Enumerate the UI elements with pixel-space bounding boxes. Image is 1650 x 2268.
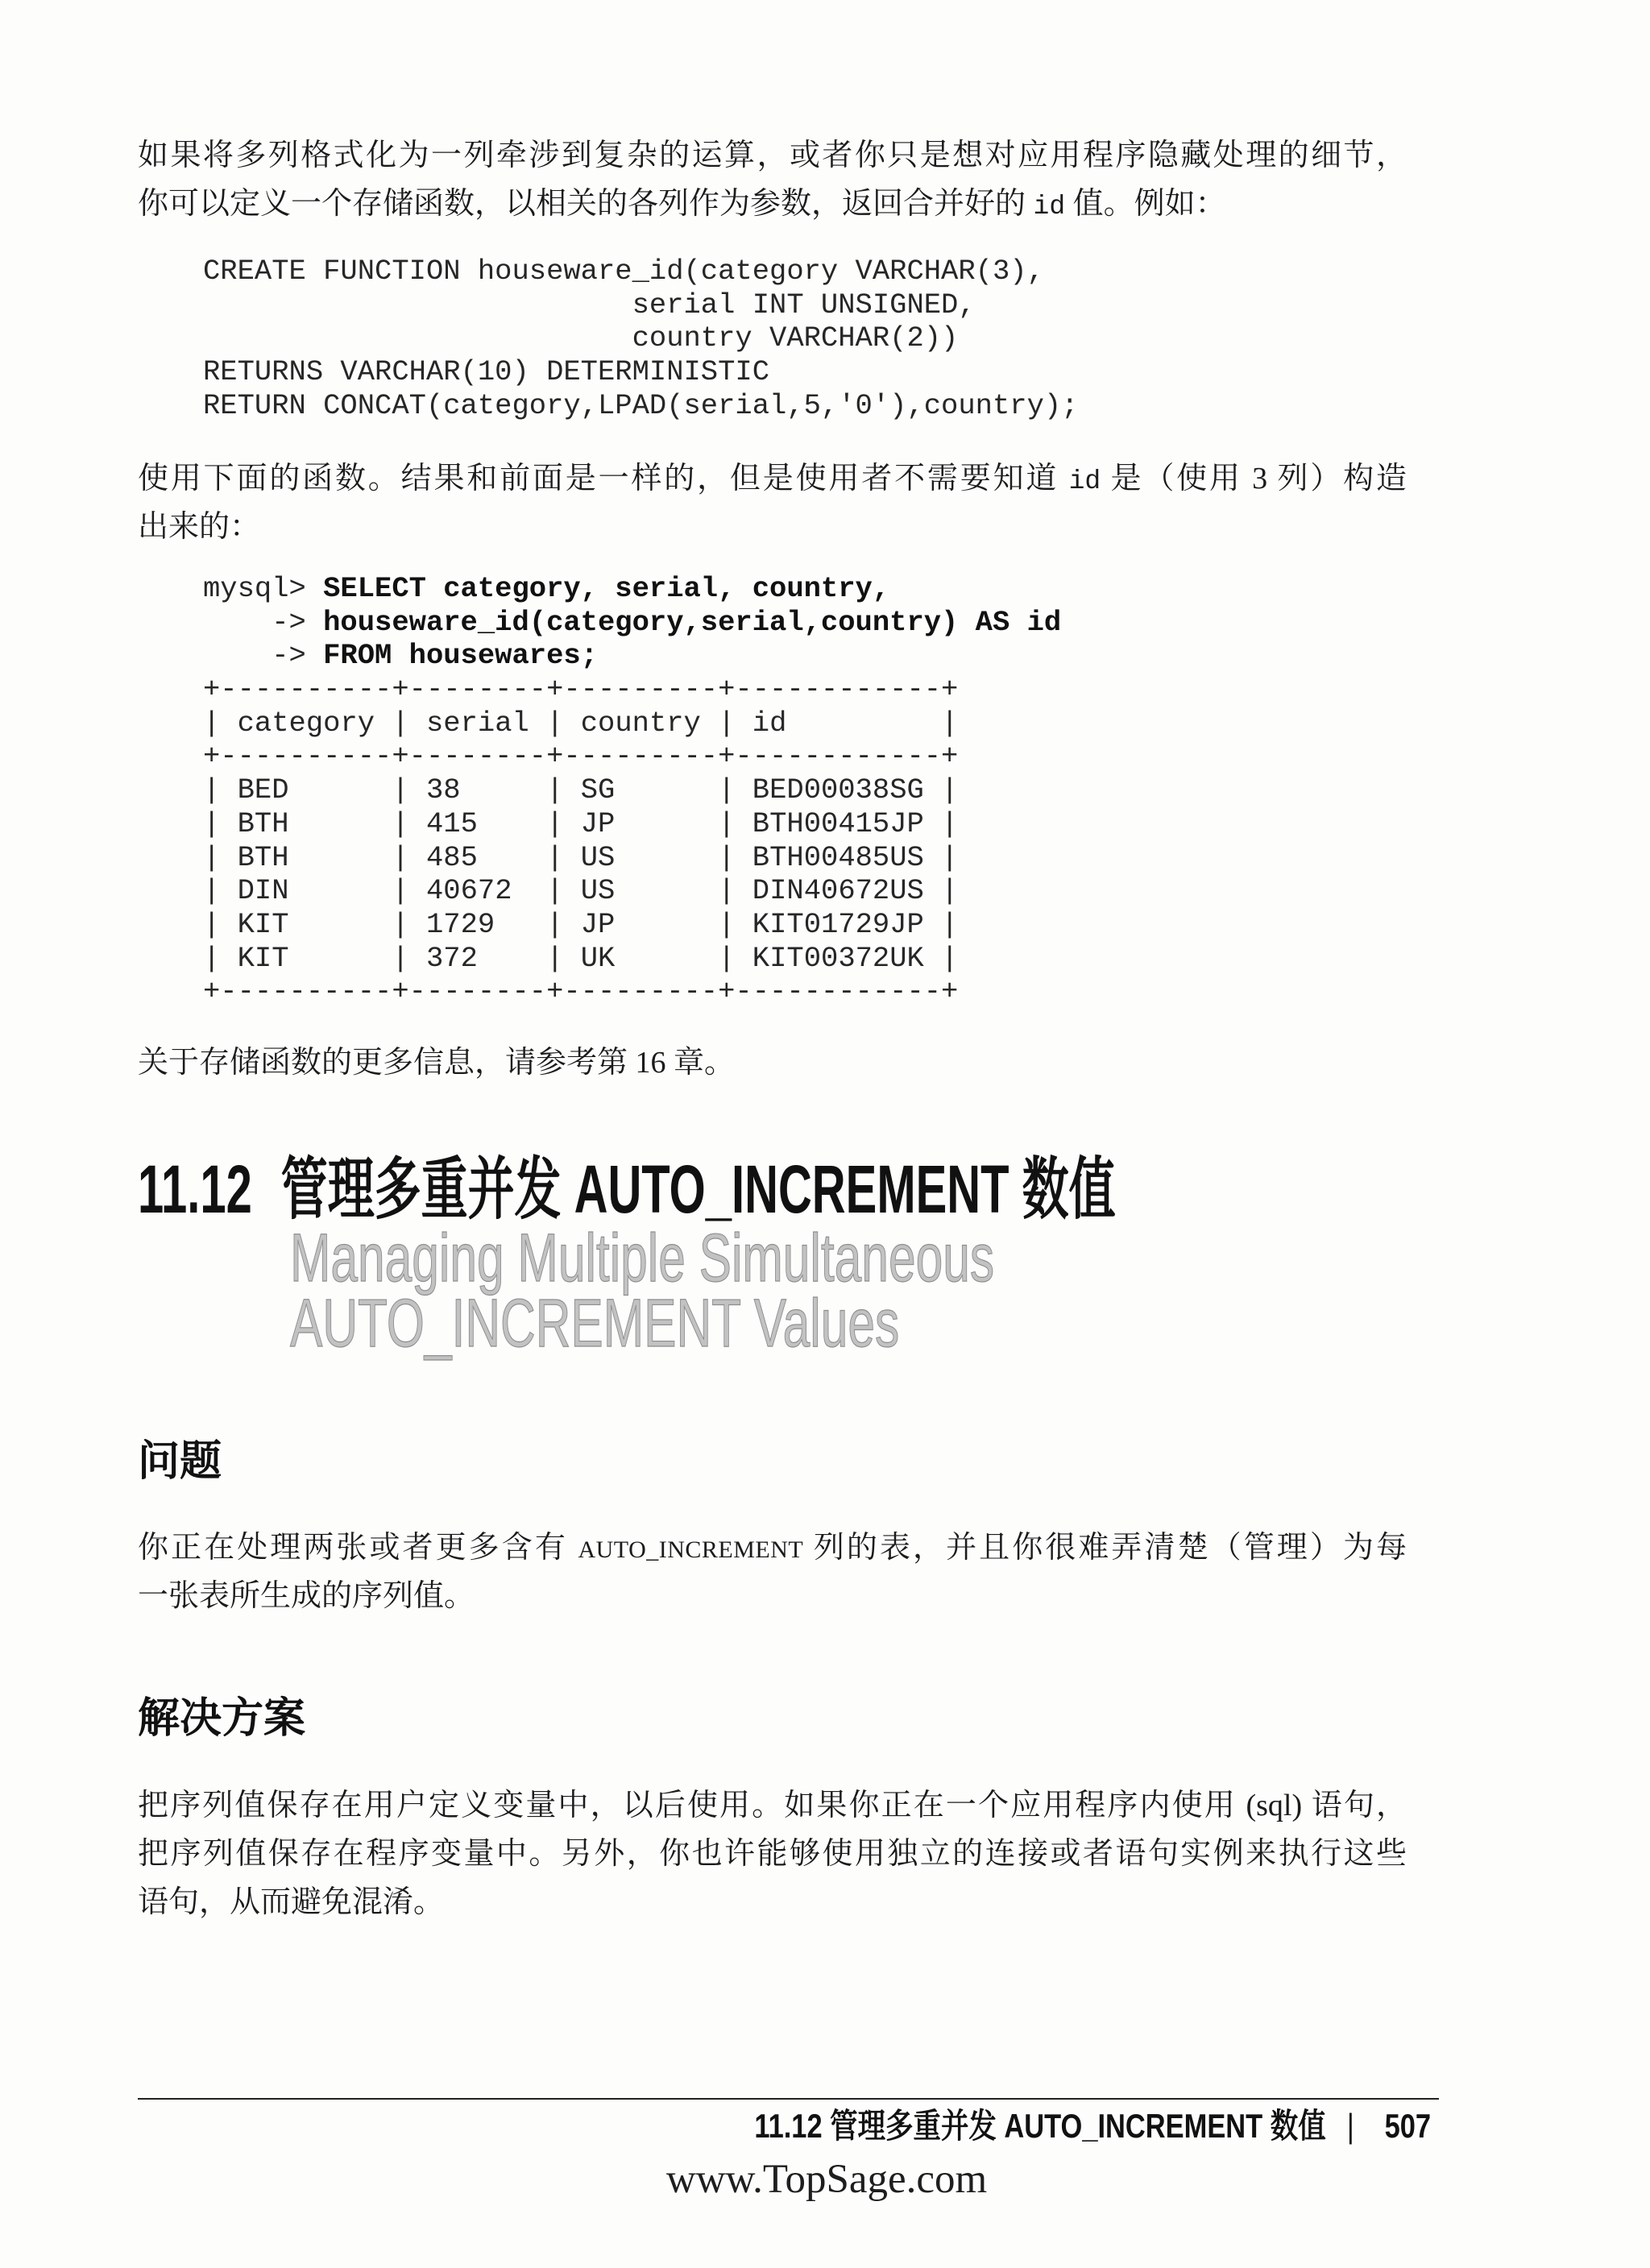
table-row: | BTH | 415 | JP | BTH00415JP |: [203, 806, 959, 840]
table-header-cell: id: [752, 706, 787, 740]
table-cell: DIN: [237, 874, 289, 908]
code-line: serial INT UNSIGNED,: [203, 288, 976, 321]
section-number: 11.12: [138, 1151, 252, 1227]
sql-command: SELECT category, serial, country,: [323, 572, 890, 605]
inline-code: id: [1068, 466, 1101, 496]
paragraph-text: 你正在处理两张或者更多含有: [138, 1531, 578, 1565]
subtitle-line: AUTO_INCREMENT Values: [290, 1285, 900, 1361]
table-cell: KIT: [237, 941, 289, 975]
table-cell: 485: [425, 840, 478, 874]
table-header-cell: serial: [425, 706, 529, 740]
paragraph-text: 是（使用 3 列）构造: [1101, 462, 1407, 495]
paragraph-line: [138, 180, 1407, 228]
mysql-prompt: ->: [203, 605, 324, 639]
section-subtitle: [290, 1220, 995, 1361]
table-header-row: | category | serial | country | id |: [203, 706, 959, 740]
table-cell: US: [580, 840, 616, 874]
table-border: +----------+--------+---------+------------+: [203, 975, 959, 1009]
table-row: | BTH | 485 | US | BTH00485US |: [203, 840, 959, 874]
table-cell: JP: [580, 907, 616, 941]
problem-heading: 问题: [138, 1438, 222, 1485]
paragraph-line: [138, 1524, 1407, 1572]
solution-paragraph: [138, 1781, 1407, 1926]
table-border: +----------+--------+---------+------------+: [203, 673, 959, 707]
table-cell: UK: [580, 941, 616, 975]
table-cell: SG: [580, 773, 616, 807]
query-line: [203, 606, 1061, 640]
footer-title: 11.12 管理多重并发 AUTO_INCREMENT 数值: [754, 2107, 1326, 2145]
more-info-paragraph: [138, 1039, 1407, 1087]
paragraph-line: [138, 131, 1407, 180]
paragraph-line: [138, 1039, 1407, 1087]
table-cell: US: [580, 874, 616, 908]
paragraph-text: 如果将多列格式化为一列牵涉到复杂的运算，或者你只是想对应用程序隐藏处理的细节，: [138, 139, 1407, 172]
code-line: RETURN CONCAT(category,LPAD(serial,5,'0'),country);: [203, 388, 1079, 422]
table-cell: BED00038SG: [752, 773, 924, 807]
footer-rule: [138, 2098, 1439, 2100]
paragraph-text: 出来的：: [138, 510, 261, 544]
table-cell: 1729: [425, 907, 495, 941]
result-table: [203, 673, 1061, 1009]
solution-heading: 解决方案: [138, 1695, 306, 1742]
table-cell: JP: [580, 806, 616, 840]
problem-paragraph: [138, 1524, 1407, 1620]
mysql-prompt: mysql>: [203, 572, 324, 605]
table-cell: KIT01729JP: [752, 907, 924, 941]
usage-paragraph: [138, 454, 1407, 551]
table-cell: DIN40672US: [752, 874, 924, 908]
table-cell: BTH: [237, 840, 289, 874]
table-header-cell: category: [237, 706, 375, 740]
paragraph-line: [138, 1572, 1407, 1620]
subtitle-line: Managing Multiple Simultaneous: [290, 1220, 995, 1296]
running-footer: [754, 2106, 1431, 2146]
table-cell: BTH00415JP: [752, 806, 924, 840]
code-line: country VARCHAR(2)): [203, 321, 959, 355]
table-row: | BED | 38 | SG | BED00038SG |: [203, 773, 959, 807]
table-cell: BTH: [237, 806, 289, 840]
query-line: [203, 639, 1061, 673]
inline-code: id: [1033, 192, 1066, 222]
paragraph-line: [138, 454, 1407, 503]
code-line: CREATE FUNCTION houseware_id(category VARCHAR(3),: [203, 255, 1044, 288]
query-block: [203, 572, 1061, 1009]
table-row: | KIT | 1729 | JP | KIT01729JP |: [203, 907, 959, 941]
paragraph-text: 列的表，并且你很难弄清楚（管理）为每: [803, 1531, 1407, 1565]
footer-separator: |: [1346, 2107, 1354, 2145]
table-cell: BED: [237, 773, 289, 807]
code-line: RETURNS VARCHAR(10) DETERMINISTIC: [203, 355, 770, 389]
table-cell: BTH00485US: [752, 840, 924, 874]
small-caps-term: AUTO_INCREMENT: [578, 1536, 804, 1563]
sql-command: FROM housewares;: [323, 639, 598, 673]
paragraph-line: 把序列值保存在程序变量中。另外，你也许能够使用独立的连接或者语句实例来执行这些: [138, 1837, 1407, 1871]
paragraph-line: [138, 503, 1407, 551]
intro-paragraph: [138, 131, 1407, 228]
query-line: [203, 572, 1061, 606]
table-border: +----------+--------+---------+------------+: [203, 740, 959, 773]
table-header-cell: country: [580, 706, 701, 740]
table-cell: 40672: [425, 874, 512, 908]
site-watermark: www.TopSage.com: [666, 2157, 988, 2202]
table-cell: KIT: [237, 907, 289, 941]
page-number: 507: [1384, 2107, 1431, 2145]
function-code-block: [203, 255, 1078, 422]
paragraph-line: 把序列值保存在用户定义变量中，以后使用。如果你正在一个应用程序内使用 (sql) 语句，: [138, 1789, 1407, 1822]
sql-command: houseware_id(category,serial,country) AS id: [323, 605, 1062, 639]
table-cell: KIT00372UK: [752, 941, 924, 975]
section-heading: [138, 1151, 1116, 1228]
paragraph-text: 一张表所生成的序列值。: [138, 1579, 475, 1613]
paragraph-text: 关于存储函数的更多信息，请参考第 16 章。: [138, 1046, 736, 1080]
paragraph-text: 使用下面的函数。结果和前面是一样的，但是使用者不需要知道: [138, 462, 1069, 495]
table-row: | DIN | 40672 | US | DIN40672US |: [203, 874, 959, 908]
table-cell: 372: [425, 941, 478, 975]
mysql-prompt: ->: [203, 639, 324, 673]
paragraph-text: 你可以定义一个存储函数，以相关的各列作为参数，返回合并好的: [138, 187, 1034, 221]
paragraph-text: 值。例如：: [1065, 187, 1226, 221]
table-row: | KIT | 372 | UK | KIT00372UK |: [203, 941, 959, 975]
section-title: 管理多重并发 AUTO_INCREMENT 数值: [280, 1151, 1116, 1227]
table-cell: 38: [425, 773, 461, 807]
table-cell: 415: [425, 806, 478, 840]
paragraph-line: 语句，从而避免混淆。: [138, 1885, 445, 1919]
